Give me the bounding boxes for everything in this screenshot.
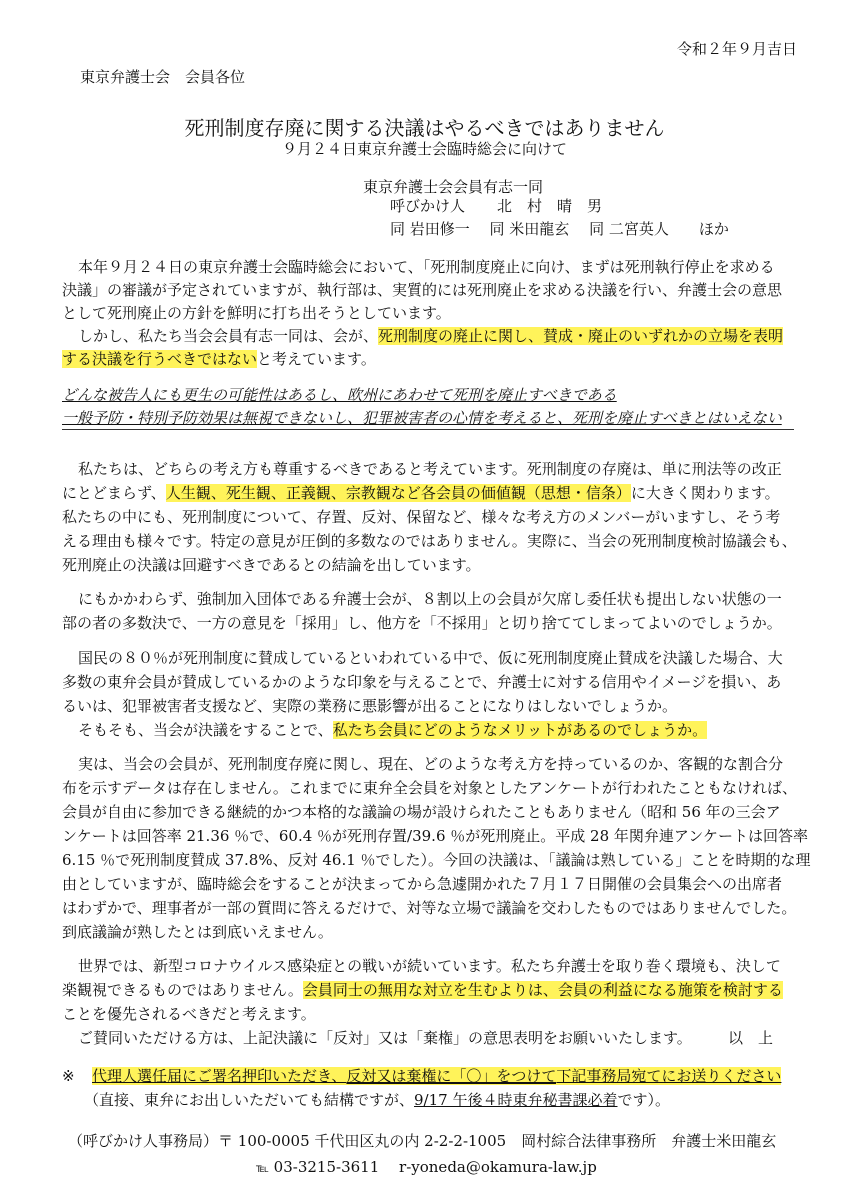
email-address: r-yoneda@okamura-law.jp <box>399 1158 597 1176</box>
body-line: ンケートは回答率 21.36 ％で、60.4 ％が死刑存置/39.6 ％が死刑廃止。平成 28 年関弁連アンケートは回答率 <box>62 827 808 845</box>
highlighted-text: 下記事務局宛てにお送りください <box>556 1067 782 1085</box>
body-text: 楽観視できるものではありません。 <box>62 981 303 999</box>
highlighted-text: 人生観、死生観、正義観、宗教観など各会員の価値観（思想・信条） <box>165 484 631 502</box>
highlighted-text: 代理人選任届にご署名押印いただき、 <box>92 1067 347 1085</box>
body-line: 国民の８０％が死刑制度に賛成しているといわれている中で、仮に死刑制度廃止賛成を決議した場合、大 <box>78 649 783 667</box>
body-text: そもそも、当会が決議をすることで、 <box>78 721 333 739</box>
highlighted-text: する決議を行うべきではない <box>62 350 258 368</box>
viewpoint-abolition: どんな被告人にも更生の可能性はあるし、欧州にあわせて死刑を廃止すべきである <box>62 386 617 404</box>
highlighted-text: 私たち会員にどのようなメリットがあるのでしょうか。 <box>332 721 708 739</box>
other-signatories: 同 岩田修一 同 米田龍玄 同 二宮英人 ほか <box>390 220 729 238</box>
body-line: にもかかわらず、強制加入団体である弁護士会が、８割以上の会員が欠席し委任状も提出しない状態の一 <box>78 590 782 608</box>
body-line: 由としていますが、臨時総会をすることが決まってから急遽開かれた７月１７日開催の会員集会への出席者 <box>62 875 783 893</box>
divider <box>62 429 794 430</box>
highlighted-text: 反対又は棄権に「〇」をつけて <box>346 1067 557 1085</box>
page-title: 死刑制度存廃に関する決議はやるべきではありません <box>184 116 665 140</box>
body-line: 多数の東弁会員が賛成しているかのような印象を与えることで、弁護士に対する信用やイメージを損い、あ <box>62 673 782 691</box>
phone-number: 03-3215-3611 <box>273 1158 380 1176</box>
note-mark: ※ <box>62 1067 75 1085</box>
body-line: 6.15 ％で死刑制度賛成 37.8%、反対 46.1 ％でした）。今回の決議は、「議論は熟している」ことを時期的な理 <box>62 851 811 869</box>
intro-text: と考えています。 <box>257 350 376 368</box>
contact-address: （呼びかけ人事務局）〒 100-0005 千代田区丸の内 2-2-2-1005 岡村綜合法律事務所 弁護士米田龍玄 <box>68 1132 777 1150</box>
intro-line: 決議」の審議が予定されていますが、執行部は、実質的には死刑廃止を求める決議を行い、弁護士会の意思 <box>62 281 783 299</box>
intro-line <box>62 348 376 370</box>
intro-line <box>78 325 783 347</box>
body-line: ことを優先されるべきだと考えます。 <box>62 1005 316 1023</box>
body-line: 世界では、新型コロナウイルス感染症との戦いが続いています。私たち弁護士を取り巻く環境も、決して <box>78 957 781 975</box>
body-line: 到底議論が熟したとは到底いえません。 <box>62 923 333 941</box>
note-text: です）。 <box>617 1091 670 1109</box>
body-text: に大きく関わります。 <box>630 484 780 502</box>
phone-icon: ℡ <box>256 1161 269 1175</box>
intro-text: しかし、私たち当会会員有志一同は、会が、 <box>78 327 379 345</box>
body-line: 私たちは、どちらの考え方も尊重するべきであると考えています。死刑制度の存廃は、単に刑法等の改正 <box>78 460 782 478</box>
note-text: （直接、東弁にお出しいただいても結構ですが、 <box>84 1091 415 1109</box>
caller-name: 北 村 晴 男 <box>497 197 603 215</box>
highlighted-text: 死刑制度の廃止に関し、賛成・廃止のいずれかの立場を表明 <box>378 327 784 345</box>
intro-line: として死刑廃止の方針を鮮明に打ち出そうとしています。 <box>62 304 451 322</box>
body-line: はわずかで、理事者が一部の質問に答えるだけで、対等な立場で議論を交わしたものではありませんでした。 <box>62 899 797 917</box>
body-line <box>62 482 780 504</box>
note-line <box>84 1089 670 1111</box>
note-line <box>92 1065 781 1087</box>
body-line: るいは、犯罪被害者支援など、実際の業務に悪影響が出ることになりはしないでしょうか。 <box>62 697 678 715</box>
body-text: にとどまらず、 <box>62 484 166 502</box>
closing-mark: 以 上 <box>728 1029 774 1047</box>
body-line: える理由も様々です。特定の意見が圧倒的多数なのではありません。実際に、当会の死刑制度検討協議会も、 <box>62 532 797 550</box>
deadline-text: 9/17 午後４時東弁秘書課必着 <box>414 1091 618 1109</box>
body-line: 私たちの中にも、死刑制度について、存置、反対、保留など、様々な考え方のメンバーがいますし、そう考 <box>62 508 781 526</box>
body-line: 死刑廃止の決議は回避すべきであるとの結論を出しています。 <box>62 556 481 574</box>
highlighted-text: 会員同士の無用な対立を生むよりは、会員の利益になる施策を検討する <box>302 981 783 999</box>
viewpoint-retention: 一般予防・特別予防効果は無視できないし、犯罪被害者の心情を考えると、死刑を廃止すべきとはいえない <box>62 409 782 427</box>
body-line <box>62 979 783 1001</box>
intro-line: 本年９月２４日の東京弁護士会臨時総会において、「死刑制度廃止に向け、まずは死刑執行停止を求める <box>78 258 775 276</box>
document-date: 令和２年９月吉日 <box>676 40 797 58</box>
body-line <box>78 719 707 741</box>
body-line: 会員が自由に参加できる継続的かつ本格的な議論の場が設けられたこともありません（昭和 56 年の三会ア <box>62 803 781 821</box>
body-line: 部の者の多数決で、一方の意見を「採用」し、他方を「不採用」と切り捨ててしまってよいのでしょうか。 <box>62 614 782 632</box>
body-line: 布を示すデータは存在しません。これまでに東弁全会員を対象としたアンケートが行われたこともなければ、 <box>62 779 798 797</box>
contact-line <box>256 1156 597 1179</box>
addressee: 東京弁護士会 会員各位 <box>80 68 246 86</box>
signatory-group: 東京弁護士会会員有志一同 <box>363 178 544 196</box>
body-line: 実は、当会の会員が、死刑制度存廃に関し、現在、どのような考え方を持っているのか、客観的な割合分 <box>78 755 784 773</box>
body-line: ご賛同いただける方は、上記決議に「反対」又は「棄権」の意思表明をお願いいたします。 <box>78 1029 692 1047</box>
caller-label: 呼びかけ人 <box>390 197 466 215</box>
page-subtitle: ９月２４日東京弁護士会臨時総会に向けて <box>281 140 567 158</box>
